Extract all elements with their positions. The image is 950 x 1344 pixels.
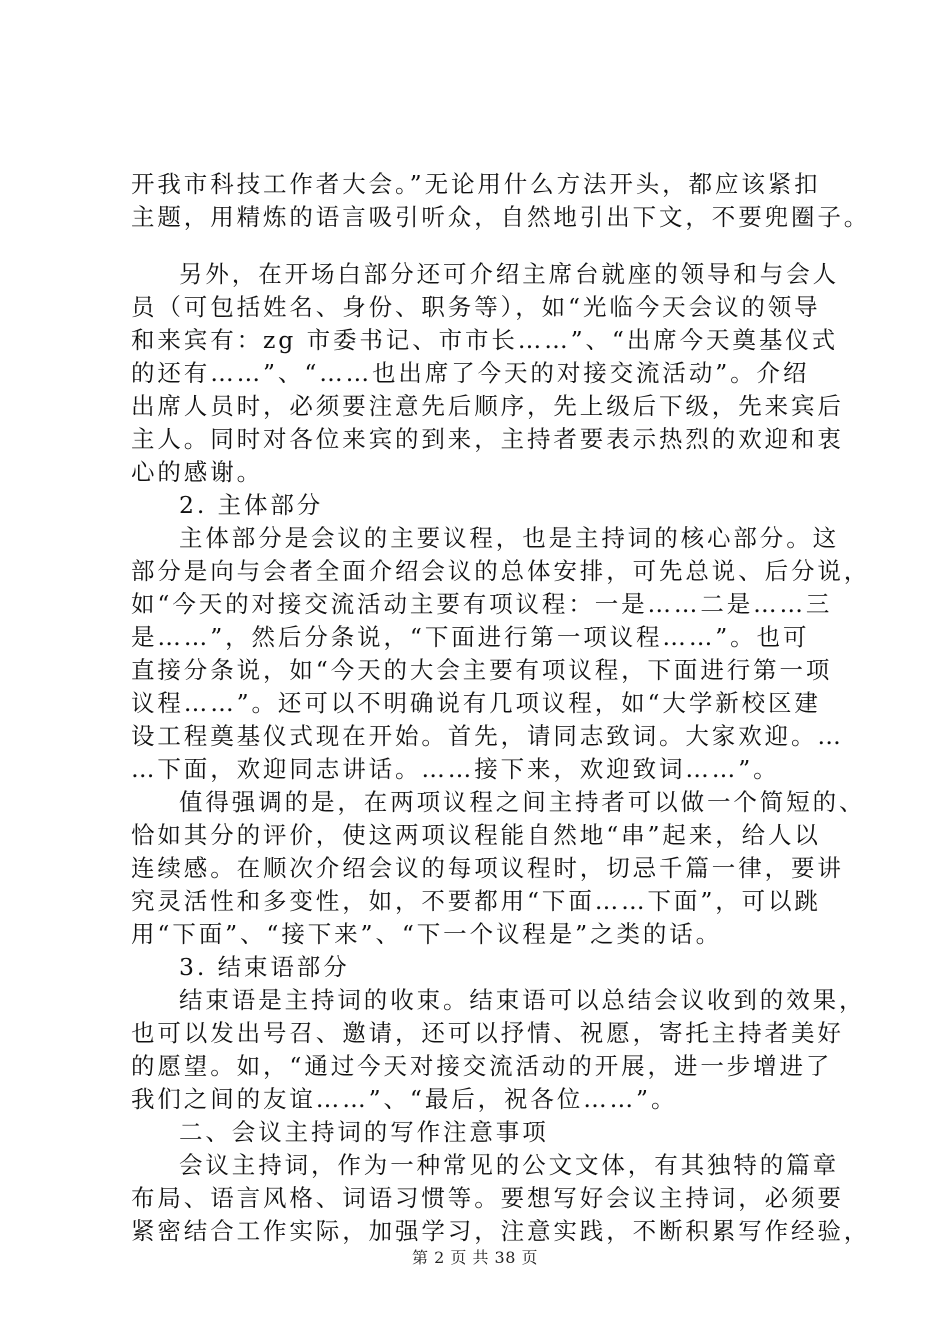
- text-line: 部分是向与会者全面介绍会议的总体安排，可先总说、后分说，: [131, 557, 871, 585]
- paragraph: [131, 168, 871, 234]
- text-line: 的还有……”、“……也出席了今天的对接交流活动”。介绍: [131, 359, 810, 387]
- section-heading: [131, 951, 831, 984]
- paragraph: [131, 786, 866, 951]
- heading-line: 2. 主体部分: [179, 491, 324, 519]
- text-line: 用“下面”、“接下来”、“下一个议程是”之类的话。: [131, 920, 723, 948]
- body-text: [131, 168, 871, 1248]
- text-line: 主题，用精炼的语言吸引听众，自然地引出下文，不要兜圈子。: [131, 203, 871, 231]
- text-line: 布局、语言风格、词语习惯等。要想写好会议主持词，必须要: [131, 1184, 844, 1212]
- text-line: 和来宾有：zg 市委书记、市市长……”、“出席今天奠基仪式: [131, 326, 839, 354]
- text-line: 连续感。在顺次介绍会议的每项议程时，切忌千篇一律，要讲: [131, 854, 844, 882]
- text-line: 紧密结合工作实际，加强学习，注意实践，不断积累写作经验，: [131, 1217, 871, 1245]
- text-line: 主体部分是会议的主要议程，也是主持词的核心部分。这: [179, 524, 839, 552]
- paragraph: [131, 522, 871, 786]
- page-number: 第 2 页 共 38 页: [412, 1248, 538, 1267]
- text-line: 的愿望。如，“通过今天对接交流活动的开展，进一步增进了: [131, 1052, 833, 1080]
- page-footer: [0, 1245, 950, 1268]
- text-line: 究灵活性和多变性，如，不要都用“下面……下面”，可以跳: [131, 887, 821, 915]
- text-line: 议程……”。还可以不明确说有几项议程，如“大学新校区建: [131, 689, 821, 717]
- paragraph: [131, 258, 844, 489]
- heading-line: 3. 结束语部分: [179, 953, 350, 981]
- text-line: 设工程奠基仪式现在开始。首先，请同志致词。大家欢迎。…: [131, 722, 844, 750]
- text-line: 恰如其分的评价，使这两项议程能自然地“串”起来，给人以: [131, 821, 821, 849]
- text-line: 结束语是主持词的收束。结束语可以总结会议收到的效果，: [179, 986, 866, 1014]
- heading-line: 二、会议主持词的写作注意事项: [179, 1118, 549, 1146]
- text-line: 出席人员时，必须要注意先后顺序，先上级后下级，先来宾后: [131, 392, 844, 420]
- text-line: 另外，在开场白部分还可介绍主席台就座的领导和与会人: [179, 260, 839, 288]
- text-line: 开我市科技工作者大会。”无论用什么方法开头，都应该紧扣: [131, 170, 821, 198]
- paragraph: [131, 984, 866, 1116]
- paragraph-gap: [131, 234, 831, 258]
- text-line: 主人。同时对各位来宾的到来，主持者要表示热烈的欢迎和衷: [131, 425, 844, 453]
- text-line: 心的感谢。: [131, 458, 263, 486]
- section-heading: [131, 489, 831, 522]
- text-line: 值得强调的是，在两项议程之间主持者可以做一个简短的、: [179, 788, 866, 816]
- paragraph: [131, 1149, 871, 1248]
- text-line: 也可以发出号召、邀请，还可以抒情、祝愿，寄托主持者美好: [131, 1019, 844, 1047]
- text-line: 员（可包括姓名、身份、职务等），如“光临今天会议的领导: [131, 293, 821, 321]
- text-line: 会议主持词，作为一种常见的公文文体，有其独特的篇章: [179, 1151, 839, 1179]
- text-line: 我们之间的友谊……”、“最后，祝各位……”。: [131, 1085, 678, 1113]
- text-line: 如“今天的对接交流活动主要有项议程：一是……二是……三: [131, 590, 833, 618]
- text-line: 是……”，然后分条说，“下面进行第一项议程……”。也可: [131, 623, 810, 651]
- section-heading: [131, 1116, 831, 1149]
- text-line: …下面，欢迎同志讲话。……接下来，欢迎致词……”。: [131, 755, 780, 783]
- text-line: 直接分条说，如“今天的大会主要有项议程，下面进行第一项: [131, 656, 833, 684]
